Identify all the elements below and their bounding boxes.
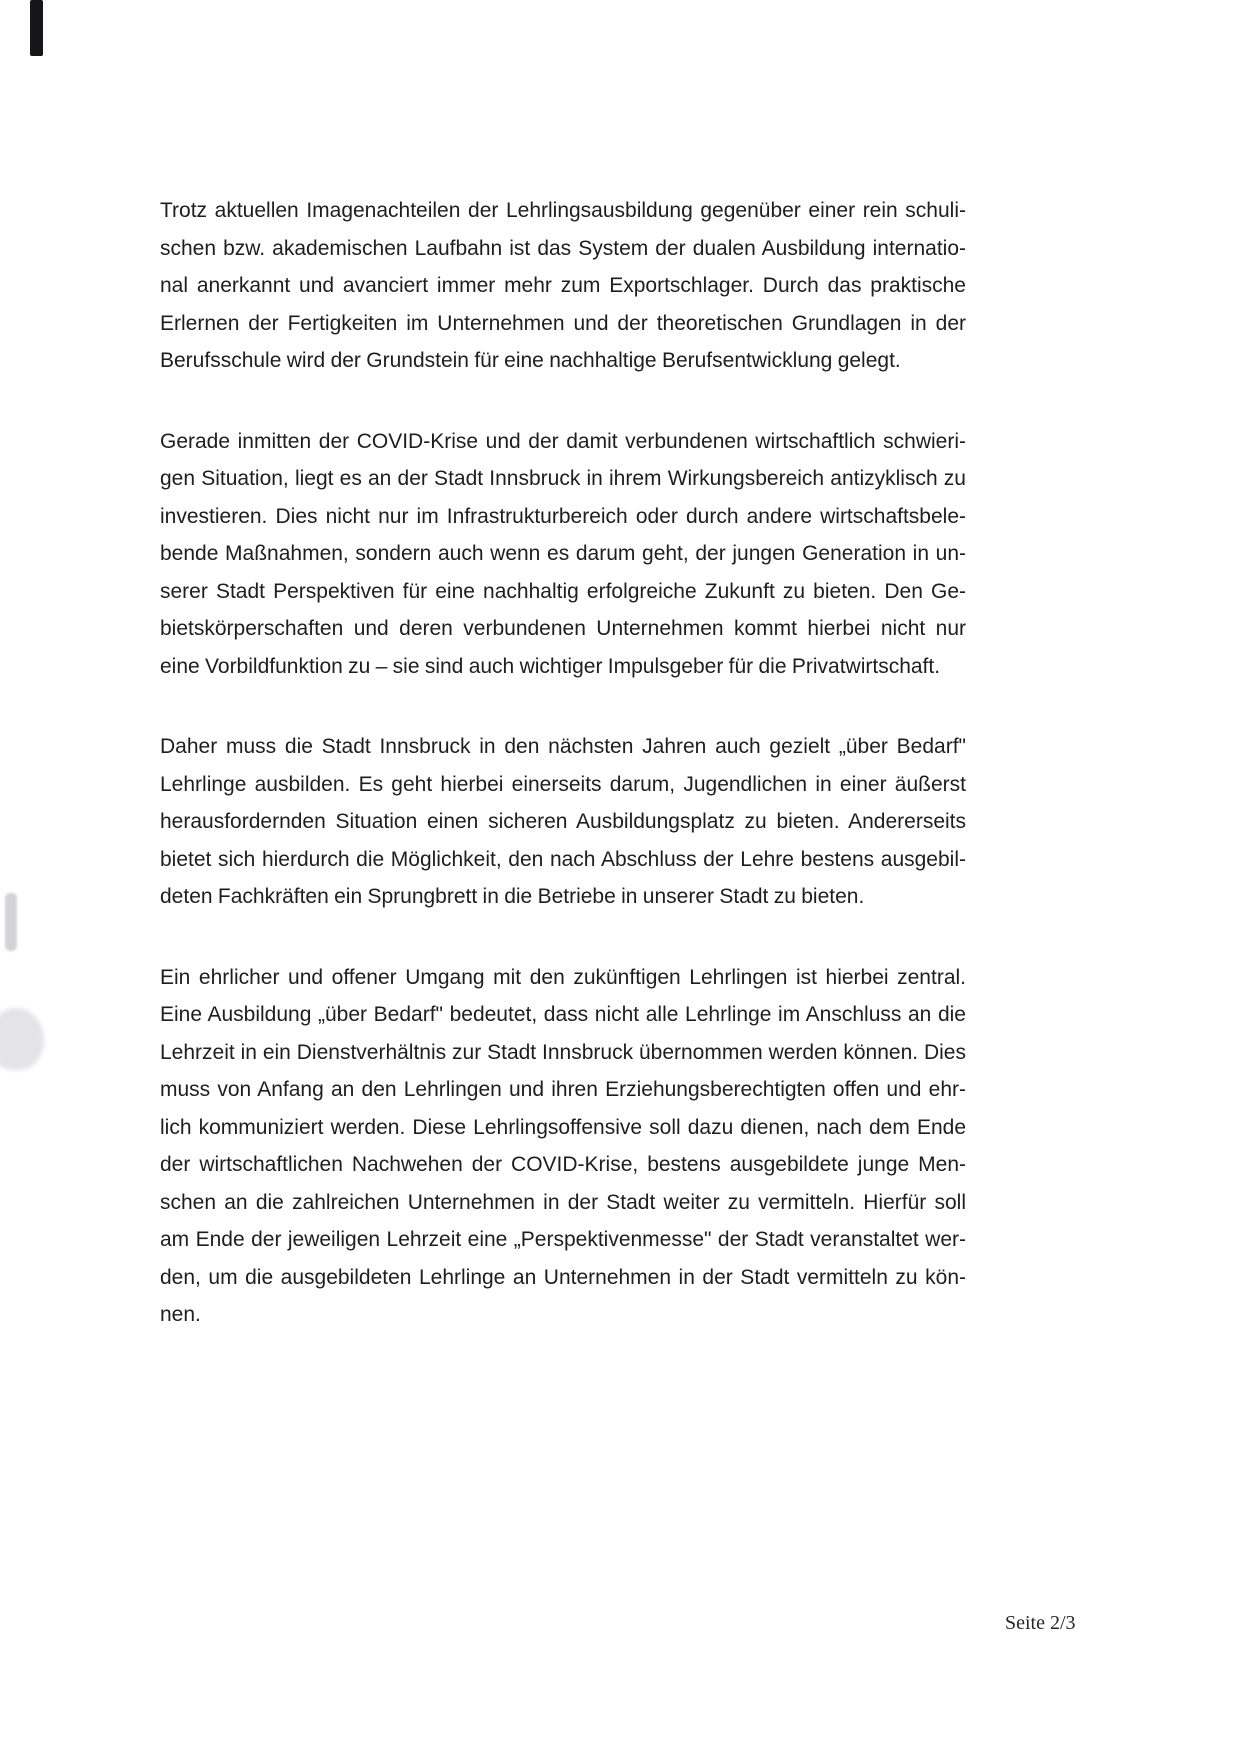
text-line: bende Maßnahmen, sondern auch wenn es darum geht, der jungen Generation in un- xyxy=(160,542,966,565)
text-line: Lehrzeit in ein Dienstverhältnis zur Stadt Innsbruck übernommen werden können. Dies xyxy=(160,1040,966,1064)
text-line: Ein ehrlicher und offener Umgang mit den zukünftigen Lehrlingen ist hierbei zentral. xyxy=(160,965,966,989)
text-line: lich kommuniziert werden. Diese Lehrlingsoffensive soll dazu dienen, nach dem Ende xyxy=(160,1115,966,1139)
text-line: herausfordernden Situation einen sicheren Ausbildungsplatz zu bieten. Andererseits xyxy=(160,810,966,833)
text-line: Erlernen der Fertigkeiten im Unternehmen und der theoretischen Grundlagen in der xyxy=(160,311,966,335)
text-line: Lehrlinge ausbilden. Es geht hierbei einerseits darum, Jugendlichen in einer äußerst xyxy=(160,772,966,796)
paragraph xyxy=(160,728,966,916)
paragraph xyxy=(160,192,966,380)
text-line: Berufsschule wird der Grundstein für eine nachhaltige Berufsentwicklung gelegt. xyxy=(160,349,901,372)
text-line: bietskörperschaften und deren verbundenen Unternehmen kommt hierbei nicht nur xyxy=(160,617,966,640)
text-line: bietet sich hierdurch die Möglichkeit, den nach Abschluss der Lehre bestens ausgebil- xyxy=(160,847,966,871)
text-line: investieren. Dies nicht nur im Infrastrukturbereich oder durch andere wirtschaftsbele- xyxy=(160,504,966,528)
text-line: am Ende der jeweiligen Lehrzeit eine „Perspektivenmesse" der Stadt veranstaltet wer- xyxy=(160,1228,966,1251)
scan-artifact-edge-streak xyxy=(5,893,17,951)
page-number-label: Seite 2/3 xyxy=(1005,1612,1076,1634)
text-line: der wirtschaftlichen Nachwehen der COVID-Krise, bestens ausgebildete junge Men- xyxy=(160,1153,966,1176)
text-line: Eine Ausbildung „über Bedarf" bedeutet, dass nicht alle Lehrlinge im Anschluss an die xyxy=(160,1003,966,1026)
paragraph xyxy=(160,959,966,1334)
text-line: nal anerkannt und avanciert immer mehr zum Exportschlager. Durch das praktische xyxy=(160,274,966,297)
text-line: schen an die zahlreichen Unternehmen in der Stadt weiter zu vermitteln. Hierfür soll xyxy=(160,1190,966,1214)
text-line: schen bzw. akademischen Laufbahn ist das System der dualen Ausbildung internatio- xyxy=(160,236,966,260)
text-line: deten Fachkräften ein Sprungbrett in die Betriebe in unserer Stadt zu bieten. xyxy=(160,885,865,908)
text-line: Daher muss die Stadt Innsbruck in den nächsten Jahren auch gezielt „über Bedarf" xyxy=(160,735,966,758)
document-body-text xyxy=(160,192,966,1377)
text-line: Gerade inmitten der COVID-Krise und der damit verbundenen wirtschaftlich schwieri- xyxy=(160,429,966,453)
text-line: Trotz aktuellen Imagenachteilen der Lehrlingsausbildung gegenüber einer rein schuli- xyxy=(160,199,966,222)
text-line: muss von Anfang an den Lehrlingen und ihren Erziehungsberechtigten offen und ehr- xyxy=(160,1078,966,1101)
text-line: nen. xyxy=(160,1303,201,1326)
paragraph xyxy=(160,423,966,686)
text-line: eine Vorbildfunktion zu – sie sind auch wichtiger Impulsgeber für die Privatwirtschaft. xyxy=(160,654,941,678)
scan-artifact-corner-mark xyxy=(30,0,43,56)
text-line: gen Situation, liegt es an der Stadt Innsbruck in ihrem Wirkungsbereich antizyklisch zu xyxy=(160,467,966,490)
scan-artifact-edge-smudge xyxy=(0,1008,44,1070)
text-line: den, um die ausgebildeten Lehrlinge an Unternehmen in der Stadt vermitteln zu kön- xyxy=(160,1265,966,1289)
text-line: serer Stadt Perspektiven für eine nachhaltig erfolgreiche Zukunft zu bieten. Den Ge- xyxy=(160,579,966,603)
